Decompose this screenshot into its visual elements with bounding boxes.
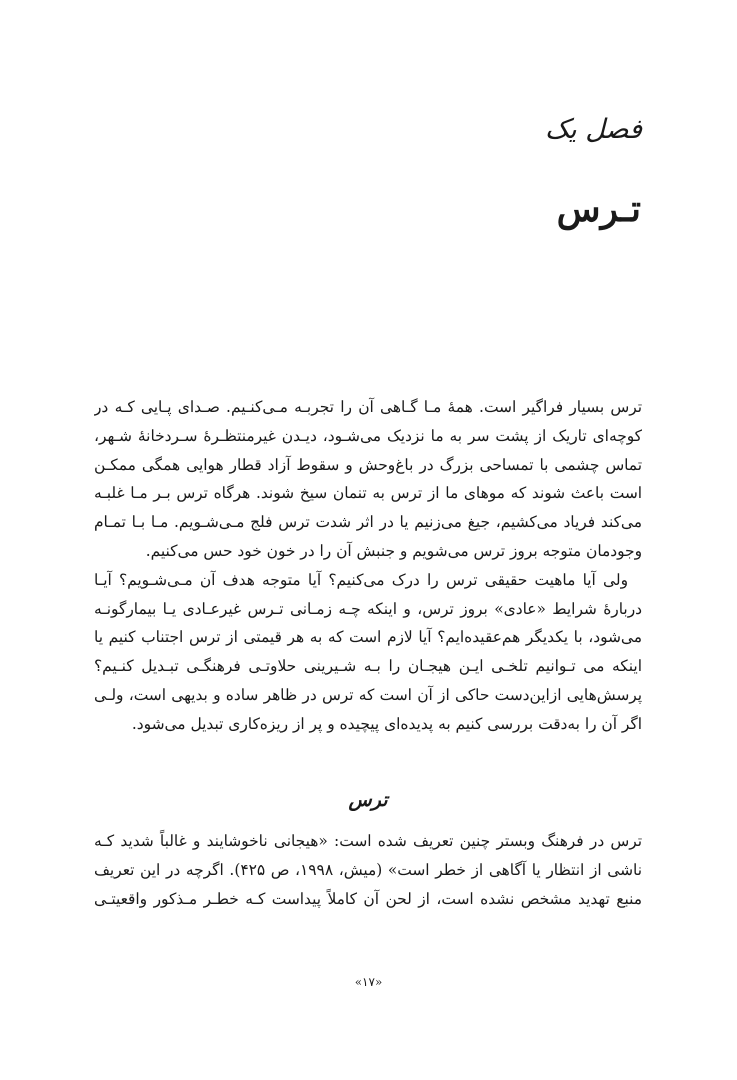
section-paragraph [94, 827, 642, 913]
chapter-label: فصل یک [544, 114, 642, 145]
text-line: می‌شود، با یکدیگر هم‌عقیده‌ایم؟ آیا لازم است که به هر قیمتی از ترس اجتناب کنیم یا [94, 628, 642, 647]
text-line: است باعث شوند که موهای ما از ترس به تنمان سیخ شوند. هرگاه ترس بـر مـا غلبـه [94, 484, 642, 503]
text-line: ترس در فرهنگ وبستر چنین تعریف شده است: «هیجانی ناخوشایند و غالباً شدید کـه [94, 832, 642, 850]
chapter-title: تـرس [556, 188, 641, 230]
section-heading: ترس [348, 789, 388, 811]
text-line: می‌کند فریاد می‌کشیم، جیغ می‌زنیم یا در اثر شدت ترس فلج مـی‌شـویم. مـا بـا تمـام [94, 513, 642, 532]
text-line: اگر آن را به‌دقت بررسی کنیم به پدیده‌ای پیچیده و پر از ریزه‌کاری تبدیل می‌شود. [131, 714, 642, 733]
text-line: ترس بسیار فراگیر است. همهٔ مـا گـاهی آن را تجربـه مـی‌کنـیم. صـدای پـایی کـه در [94, 398, 642, 416]
text-line: ناشی از انتظار یا آگاهی از خطر است» (میش، ۱۹۹۸، ص ۴۲۵). اگرچه در این تعریف [94, 860, 642, 879]
text-line: ولی آیا ماهیت حقیقی ترس را درک می‌کنیم؟ آیا متوجه هدف آن مـی‌شـویم؟ آیـا [94, 570, 628, 589]
intro-paragraphs [94, 393, 642, 739]
text-line: وجودمان متوجه بروز ترس می‌شویم و جنبش آن را در خون خود حس می‌کنیم. [145, 541, 642, 560]
text-line: تماس چشمی با تمساحی بزرگ در باغ‌وحش و سقوط آزاد قطار هوایی همگی ممکـن [94, 455, 642, 474]
text-line: منبع تهدید مشخص نشده است، از لحن آن کاملاً پیداست کـه خطـر مـذکور واقعیتـی [94, 889, 642, 908]
text-line: اینکه می‌ تـوانیم تلخـی ایـن هیجـان را بـه شـیرینی حلاوتـی فرهنگـی تبـدیل کنـیم؟ [94, 657, 642, 676]
text-line: دربارهٔ شرایط «عادی» بروز ترس، و اینکه چـه زمـانی تـرس غیرعـادی یـا بیمارگونـه [94, 599, 642, 618]
page-number: «۱۷» [354, 975, 383, 989]
text-line: کوچه‌ای تاریک از پشت سر به ما نزدیک می‌شـود، دیـدن غیرمنتظـرهٔ سـردخانهٔ شـهر، [94, 426, 642, 445]
text-line: پرسش‌هایی ازاین‌دست حاکی از آن است که ترس در ظاهر ساده و بدیهی است، ولـی [94, 685, 642, 704]
